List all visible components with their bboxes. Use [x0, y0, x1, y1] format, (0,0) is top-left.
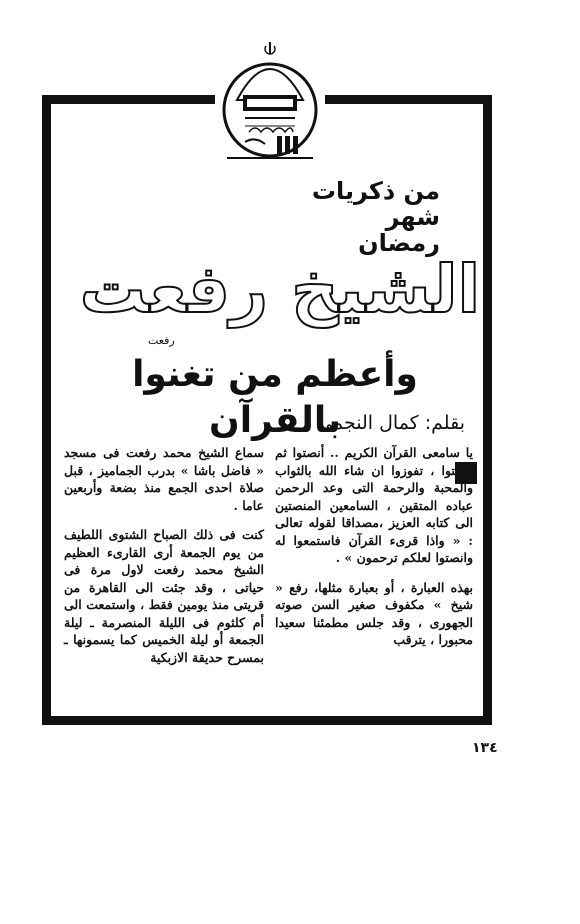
series-line-1: من ذكريات [311, 177, 440, 205]
page-number: ١٣٤ [472, 740, 498, 756]
left-paragraph-1: سماع الشيخ محمد رفعت فى مسجد « فاضل باشا » بدرب الجماميز ، قبل صلاة احدى الجمع منذ بضعة وأربعين عاما . [64, 445, 264, 513]
article-title: الشيخ رفعت [79, 251, 481, 328]
series-line-3: رمضان [358, 229, 440, 257]
byline: بقلم: كمال النجمى [317, 412, 465, 434]
title-signature: رفعت [148, 334, 175, 347]
series-line-2: شهر [385, 203, 440, 231]
left-column [64, 444, 264, 678]
right-column [275, 444, 473, 661]
mosque-emblem-icon [215, 40, 325, 165]
left-paragraph-2: كنت فى ذلك الصباح الشتوى اللطيف من يوم الجمعة أرى القارىء العظيم الشيخ محمد رفعت لاول مرة فى حياتى ، وقد جئت الى القاهرة من قريتى منذ يومين فقط ، واستمعت الى أم كلثوم فى الليلة المنصرمة ـ ليلة الجمعة أو ليلة الخميس كما يسمونها ـ بمسرح حديقة الازبكية [64, 527, 264, 665]
right-paragraph-2: بهذه العبارة ، أو بعبارة مثلها، رفع « شيخ » مكفوف صغير السن صوته الجهورى ، وقد جلس مطمئنا سعيدا محبورا ، يترقب [275, 579, 473, 647]
article-subtitle: وأعظم من تغنوا بالقرآن [132, 354, 418, 441]
right-paragraph-1: يا سامعى القرآن الكريم .. أنصتوا ثم أنصتوا ، تفوزوا ان شاء الله بالثواب والمحبة والرحمة التى وعد الرحمن عباده المتقين ، السامعين المنصتين الى كتابه العزيز ،مصداقا لقوله تعالى : « واذا قرىء القرآن فاستمعوا له وانصتوا لعلكم ترحمون » . [275, 445, 473, 565]
series-heading [312, 178, 440, 256]
